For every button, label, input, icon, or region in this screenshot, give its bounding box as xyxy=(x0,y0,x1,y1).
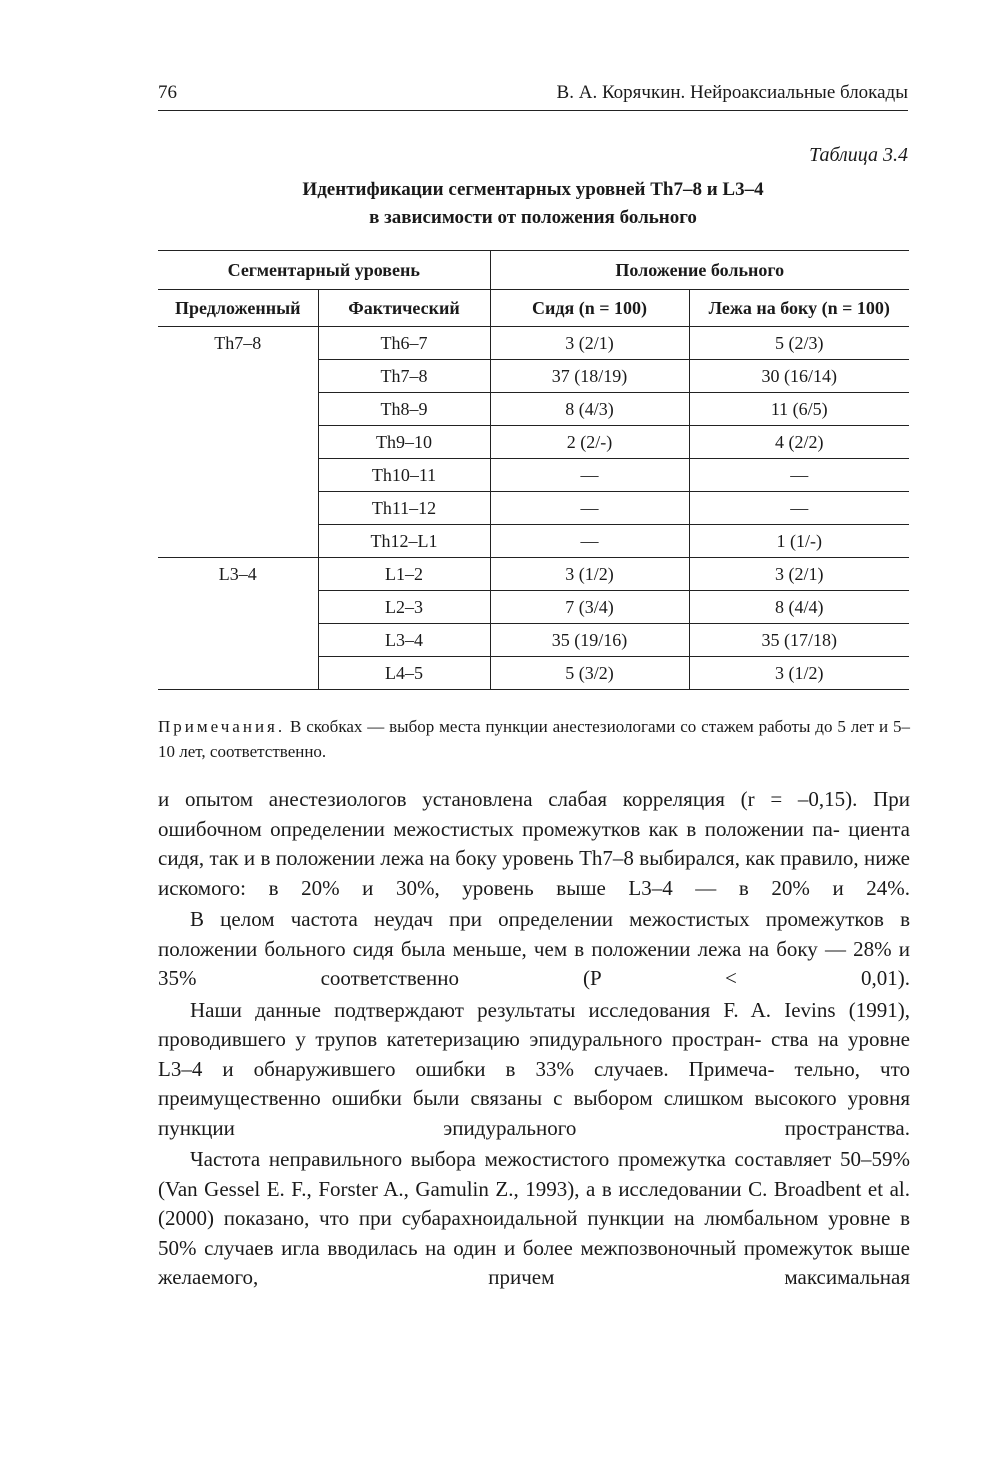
text-line: (1991), проводившего у трупов катетеризацию эпидурального простран- xyxy=(158,997,910,1051)
group-header-segment-level: Сегментарный уровень xyxy=(158,251,490,290)
group-cell-proposed: L3–4 xyxy=(158,558,318,690)
cell-actual: Th11–12 xyxy=(318,492,490,525)
paragraph-3 xyxy=(158,996,910,1144)
table-note xyxy=(158,714,910,764)
text-line: и опытом анестезиологов установлена слабая корреляция (r = –0,15). При xyxy=(158,787,910,811)
cell-lying: 4 (2/2) xyxy=(689,426,909,459)
cell-lying: 11 (6/5) xyxy=(689,393,909,426)
cell-actual: L3–4 xyxy=(318,624,490,657)
cell-sitting: 35 (19/16) xyxy=(490,624,689,657)
segment-level-table xyxy=(158,250,909,690)
text-line: в положении больного сидя была меньше, чем в положении лежа на xyxy=(158,907,911,961)
cell-sitting: 8 (4/3) xyxy=(490,393,689,426)
column-header-sitting: Сидя (n = 100) xyxy=(490,290,689,327)
cell-actual: Th12–L1 xyxy=(318,525,490,558)
text-line: как правило, ниже искомого: в 20% и 30%, уровень выше L3–4 — в 20% xyxy=(158,846,911,900)
text-line: циента сидя, так и в положении лежа на боку уровень Th7–8 выбирался, xyxy=(158,816,910,870)
cell-sitting: — xyxy=(490,492,689,525)
group-cell-proposed: Th7–8 xyxy=(158,327,318,558)
cell-sitting: 7 (3/4) xyxy=(490,591,689,624)
cell-lying: 3 (1/2) xyxy=(689,657,909,690)
cell-actual: L4–5 xyxy=(318,657,490,690)
paragraph-2 xyxy=(158,905,910,994)
text-line: В целом частота неудач при определении межостистых промежутков xyxy=(190,907,884,931)
cell-sitting: 37 (18/19) xyxy=(490,360,689,393)
text-line: на люмбальном уровне в 50% случаев игла вводилась на один и более xyxy=(158,1206,910,1260)
cell-lying: 8 (4/4) xyxy=(689,591,909,624)
paragraph-4 xyxy=(158,1145,910,1293)
cell-lying: 30 (16/14) xyxy=(689,360,909,393)
cell-lying: 5 (2/3) xyxy=(689,327,909,360)
cell-actual: Th6–7 xyxy=(318,327,490,360)
cell-lying: — xyxy=(689,492,909,525)
text-line: Наши данные подтверждают результаты исследования F. A. Ievins xyxy=(190,997,836,1022)
paragraph-1 xyxy=(158,785,910,903)
cell-actual: L2–3 xyxy=(318,591,490,624)
table-label: Таблица 3.4 xyxy=(809,144,908,166)
cell-actual: Th10–11 xyxy=(318,459,490,492)
column-header-proposed: Предложенный xyxy=(158,290,318,327)
cell-lying: 1 (1/-) xyxy=(689,525,909,558)
column-header-lying: Лежа на боку (n = 100) xyxy=(689,290,909,327)
body-text xyxy=(158,785,910,1295)
text-line: высокого уровня пункции эпидурального пространства. xyxy=(158,1086,910,1140)
cell-actual: L1–2 xyxy=(318,558,490,591)
table-title-line-2: в зависимости от положения больного xyxy=(369,207,697,228)
text-line: Частота неправильного выбора межостистого промежутка составляет xyxy=(190,1147,832,1171)
text-line: боку — 28% и 35% соответственно (P < 0,01). xyxy=(158,936,911,990)
cell-actual: Th7–8 xyxy=(318,360,490,393)
table-title xyxy=(158,176,908,232)
cell-sitting: — xyxy=(490,459,689,492)
cell-actual: Th8–9 xyxy=(318,393,490,426)
cell-lying: 35 (17/18) xyxy=(689,624,909,657)
cell-sitting: 3 (2/1) xyxy=(490,327,689,360)
cell-lying: 3 (2/1) xyxy=(689,558,909,591)
cell-sitting: 2 (2/-) xyxy=(490,426,689,459)
text-line: ошибочном определении межостистых промежутков как в положении па- xyxy=(158,816,840,841)
text-line: C. Broadbent et al. (2000) показано, что при субарахноидальной пункции xyxy=(158,1176,911,1230)
cell-sitting: 5 (3/2) xyxy=(490,657,689,690)
running-title: В. А. Корячкин. Нейроаксиальные блокады xyxy=(556,82,908,103)
cell-actual: Th9–10 xyxy=(318,426,490,459)
text-line: межпозвоночный промежуток выше желаемого, причем максимальная xyxy=(158,1235,910,1289)
table-title-line-1: Идентификации сегментарных уровней Th7–8 и L3–4 xyxy=(302,179,764,200)
page-header xyxy=(158,80,908,111)
column-header-actual: Фактический xyxy=(318,290,490,327)
table-row xyxy=(158,558,909,591)
text-line: ства на уровне L3–4 и обнаружившего ошибки в 33% случаев. Примеча- xyxy=(158,1027,911,1081)
note-text: В скобках — выбор места пункции анестезиологами со стажем работы до 5 лет и 5–10 лет, соответственно. xyxy=(158,717,911,761)
cell-sitting: 3 (1/2) xyxy=(490,558,689,591)
text-line: тельно, что преимущественно ошибки были связаны с выбором слишком xyxy=(158,1056,910,1110)
note-label: Примечания. xyxy=(158,717,286,736)
group-header-patient-position: Положение больного xyxy=(490,251,909,290)
table-row xyxy=(158,327,909,360)
cell-lying: — xyxy=(689,459,909,492)
page-number: 76 xyxy=(158,82,177,103)
text-line: 50–59% (Van Gessel E. F., Forster A., Gamulin Z., 1993), а в исследовании xyxy=(158,1147,911,1201)
cell-sitting: — xyxy=(490,525,689,558)
text-line: и 24%. xyxy=(832,875,910,900)
